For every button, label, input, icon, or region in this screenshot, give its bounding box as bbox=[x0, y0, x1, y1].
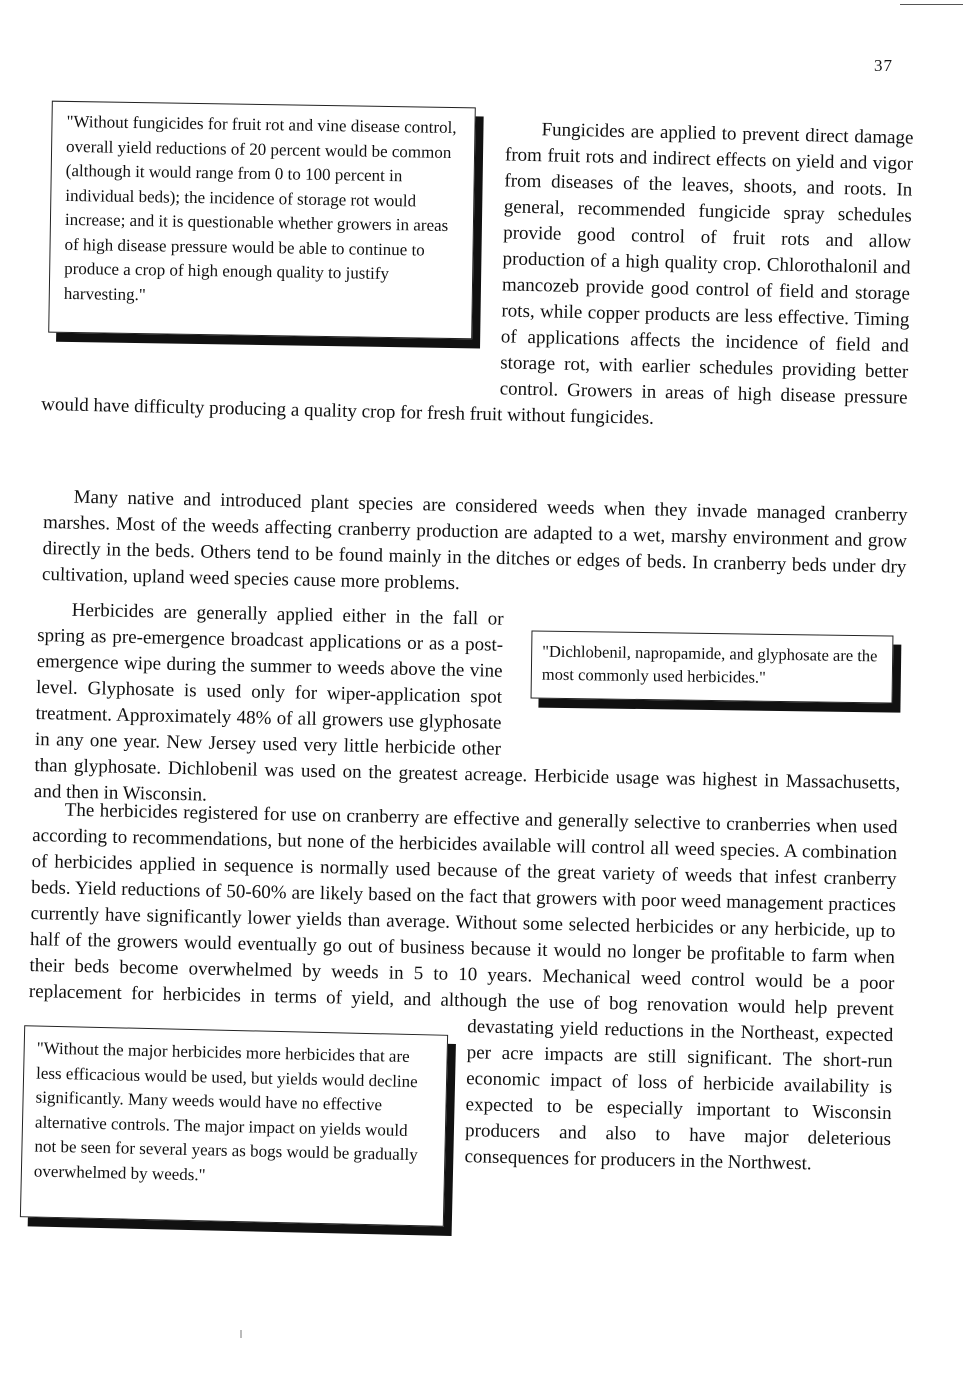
scan-mark bbox=[240, 1330, 242, 1338]
top-rule bbox=[900, 4, 963, 5]
herbicide-usage-paragraph bbox=[34, 597, 904, 823]
paragraph-text: Herbicides are generally applied either in the fall or spring as pre-emergence broadcast applications or as a post-emergence wipe during the summer to weeds above the vine level. Glyphosate is used only for wiper-application spot treatment. Approximately 48% of all growers use glyphosate in any one year. New Jersey used very little herbicide other than glyphosate. Dichlobenil was used on the greatest acreage. Herbicide usage was highest in Massachusetts, and then in Wisconsin. bbox=[33, 599, 901, 806]
paragraph-text: Fungicides are applied to prevent direct damage from fruit rots and indirect effects on yield and vigor from diseases of the leaves, shoots, and roots. In general, recommended fungicide spray schedules provide good control of fruit rots and allow production of a high quality crop. Chlorothalonil and mancozeb provide good control of field and storage rots, while copper products are less effective. Timing of applications affects the incidence of field and storage rot, with earlier schedules providing better control. Growers in areas of high disease pressure would have difficulty producing a quality crop for fresh fruit without fungicides. bbox=[40, 119, 914, 429]
wrap-spacer bbox=[501, 607, 904, 771]
wrap-spacer bbox=[42, 106, 506, 402]
fungicides-paragraph-layout bbox=[505, 108, 917, 117]
herbicide-quote-box bbox=[20, 1025, 448, 1227]
paragraph-text: The herbicides registered for use on cranberry are effective and generally selective to cranberries when used according to recommendations, but none of the herbicides available will control all weed species. A combination of herbicides applied in sequence is normally used because of the great variety of weeds that infest cranberry beds. Yield reductions of 50-60% are likely based on the fact that growers with poor weed management practices currently have significantly lower yields than average. Without some selected herbicides or any herbicide, up to half of the growers would eventually go out of business because it would no longer be profitable to farm when their beds become overwhelmed by weeds in 5 to 10 years. Mechanical weed control would be a poor replacement for herbicides in terms of yield, and although the use of bog renovation would help prevent devastating yield reductions in the Northeast, expected per acre impacts are still significant. The short-run economic impact of loss of herbicide availability is expected to be especially important to Wisconsin producers and also to have major deleterious consequences for producers in the Northwest. bbox=[28, 799, 898, 1175]
weeds-paragraph: Many native and introduced plant species are considered weeds when they invade managed cranberry marshes. Most of the weeds affecting cranberry production are adapted to a wet, marshy environment and grow directly in the beds. Others tend to be found mainly in the ditches or edges of beds. In cranberry beds under dry cultivation, upland weed species cause more problems. bbox=[41, 486, 908, 595]
herbicide-quote-text: "Without the major herbicides more herbicides that are less efficacious would be used, but yields would decline significantly. Many weeds would have no effective alternative controls. The major impact on yields would not be seen for several years as bogs would be gradually overwhelmed by weeds." bbox=[33, 1038, 418, 1184]
fungicides-paragraph bbox=[41, 106, 914, 438]
fungicide-quote-text: "Without fungicides for fruit rot and vine disease control, overall yield reductions of 20 percent would be common (although it would range from 0 to 100 percent in individual beds); the incidence of storage rot would increase; and it is questionable whether growers in areas of high disease pressure would be able to continue to produce a crop of high enough quality to justify harvesting." bbox=[63, 111, 457, 304]
page-number: 37 bbox=[874, 56, 893, 75]
herbicide-list-quote-text: "Dichlobenil, napropamide, and glyphosate are the most commonly used herbicides." bbox=[541, 641, 878, 687]
